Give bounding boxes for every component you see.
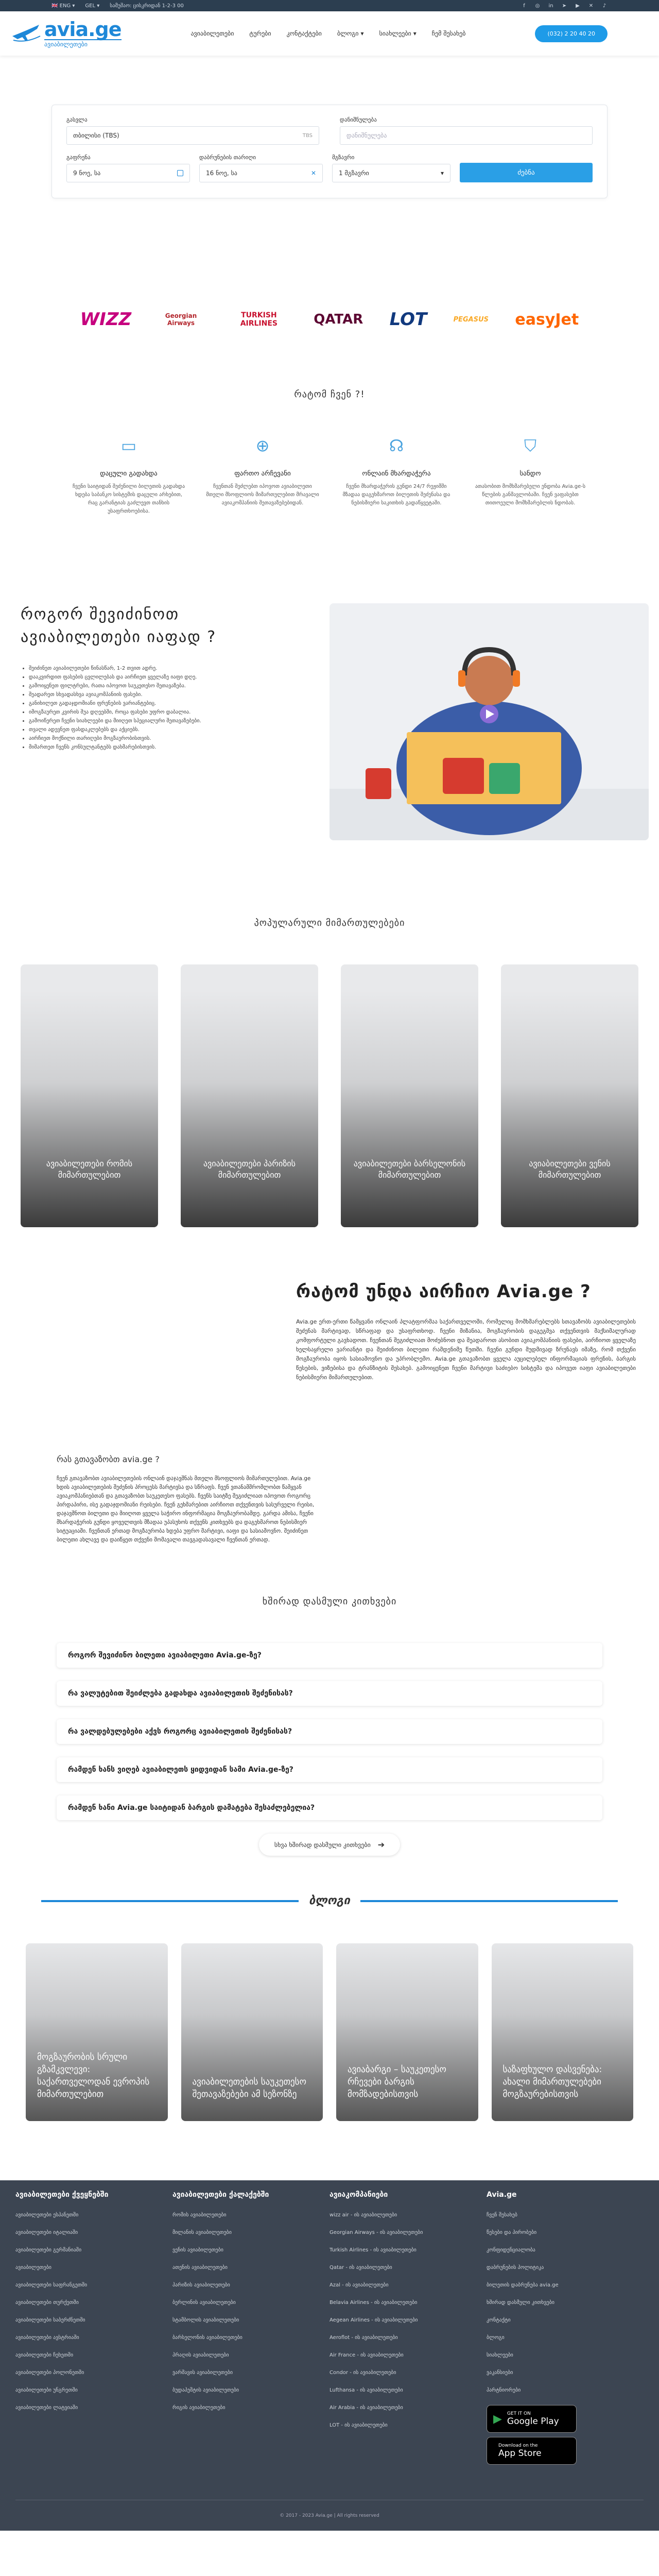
feature-secure-payment: ▭ დაცული გადახდა ჩვენი საიტიდან შეძენილი ბილეთის გადახდა ხდება საბანკო სისტემის დაცული არხებით, რაც გარანტიას გაძლევთ თანხის უსაფრთხოებისა. bbox=[72, 436, 185, 514]
footer-link[interactable]: კონტაქტი bbox=[487, 2317, 511, 2323]
what-we-offer-title: რას გთავაზობთ avia.ge ? bbox=[57, 1454, 160, 1464]
footer-link[interactable]: Aeroflot - ის ავიაბილეთები bbox=[330, 2335, 398, 2341]
footer-link[interactable]: ვარშავის ავიაბილეთები bbox=[172, 2370, 233, 2376]
airline-logo-wizz[interactable]: WIZZ bbox=[80, 309, 132, 330]
what-we-offer-section bbox=[57, 1454, 324, 1545]
faq-section bbox=[0, 1596, 659, 1856]
depart-label: გაფრენა bbox=[66, 154, 91, 161]
shield-icon: ⛉ bbox=[524, 436, 536, 455]
faq-item[interactable]: რამდენ ხანი Avia.ge საიტიდან ბარგის დამატება შესაძლებელია? bbox=[57, 1795, 602, 1820]
footer-link[interactable]: კონფიდენციალობა bbox=[487, 2247, 535, 2253]
app-store-button[interactable]: Download on the App Store bbox=[487, 2437, 577, 2465]
faq-item[interactable]: რა ვალდებულებები აქვს როგორც ავიაბილეთის შეძენისას? bbox=[57, 1719, 602, 1744]
nav-item-tickets[interactable]: ავიაბილეთები bbox=[190, 30, 234, 37]
chevron-down-icon: ▾ bbox=[413, 30, 417, 37]
youtube-icon[interactable]: ▶ bbox=[576, 3, 580, 9]
destination-card-barcelona[interactable]: ავიაბილეთები ბარსელონის მიმართულებით bbox=[341, 964, 478, 1227]
to-label: დანიშნულება bbox=[340, 116, 377, 123]
instagram-icon[interactable]: ◎ bbox=[535, 3, 540, 9]
footer bbox=[0, 2180, 659, 2531]
footer-link[interactable]: ავიაბილეთები საბერძნეთში bbox=[15, 2317, 85, 2323]
footer-link[interactable]: ხშირად დასმული კითხვები bbox=[487, 2300, 554, 2306]
nav-item-about[interactable]: ჩემ შესახებ bbox=[431, 30, 466, 37]
footer-link[interactable]: პარტნიორები bbox=[487, 2387, 521, 2393]
footer-link[interactable]: Qatar - ის ავიაბილეთები bbox=[330, 2265, 392, 2270]
footer-link[interactable]: Lufthansa - ის ავიაბილეთები bbox=[330, 2387, 403, 2393]
destination-card-rome[interactable]: ავიაბილეთები რომის მიმართულებით bbox=[21, 964, 158, 1227]
why-choose-section bbox=[296, 1281, 636, 1382]
footer-link[interactable]: ავიაბილეთები ესპანეთში bbox=[15, 2212, 79, 2218]
more-faq-button[interactable]: სხვა ხშირად დასმული კითხვები ➔ bbox=[259, 1834, 400, 1856]
wallet-icon: ▭ bbox=[120, 436, 137, 455]
blog-card[interactable]: საზაფხულო დასვენება: ახალი მიმართულებები მოგზაურებისთვის bbox=[492, 1943, 634, 2121]
header bbox=[0, 11, 659, 56]
logo[interactable] bbox=[10, 20, 122, 48]
airline-logo-lot[interactable]: LOT bbox=[389, 309, 427, 330]
calendar-icon bbox=[177, 170, 183, 176]
footer-link[interactable]: პრაღის ავიაბილეთები bbox=[172, 2352, 229, 2358]
blog-card[interactable]: მოგზაურობის სრული გზამკვლევი: საქართველოდან ევროპის მიმართულებით bbox=[26, 1943, 168, 2121]
footer-col-cities: ავიაბილეთები ქალაქებში რომის ავიაბილეთები მილანის ავიაბილეთები ვენის ავიაბილეთები ათენის ავიაბილეთები პარიზის ავიაბილეთები ბერლინის ავიაბილეთები სტამბოლის ავიაბილეთები ბარსელონის ავიაბილეთები პრაღის ავიაბილეთები ვარშავის ავიაბილეთები ბუდაპეშტის ავიაბილეთები რიგის ავიაბილეთები bbox=[172, 2191, 330, 2469]
popular-destinations-section bbox=[0, 918, 659, 1227]
footer-link[interactable]: Aegean Airlines - ის ავიაბილეთები bbox=[330, 2317, 418, 2323]
footer-link[interactable]: ავიაბილეთები იტალიაში bbox=[15, 2230, 78, 2235]
from-code: TBS bbox=[302, 132, 313, 139]
footer-link[interactable]: Turkish Airlines - ის ავიაბილეთები bbox=[330, 2247, 417, 2253]
footer-col-airlines: ავიაკომპანიები wizz air - ის ავიაბილეთები Georgian Airways - ის ავიაბილეთები Turkish Airlines - ის ავიაბილეთები Qatar - ის ავიაბილეთები Azal - ის ავიაბილეთები Belavia Airlines - ის ავიაბილეთები Aegean Airlines - ის ავიაბილეთები Aeroflot - ის ავიაბილეთები Air France - ის ავიაბილეთები Condor - ის ავიაბილეთები Lufthansa - ის ავიაბილეთები Air Arabia - ის ავიაბილეთები LOT - ის ავიაბილეთები bbox=[330, 2191, 487, 2469]
how-to-buy-title: როგორ შევიძინოთ ავიაბილეთები იაფად ? bbox=[21, 605, 217, 646]
footer-link[interactable]: რომის ავიაბილეთები bbox=[172, 2212, 227, 2218]
footer-link[interactable]: მილანის ავიაბილეთები bbox=[172, 2230, 232, 2235]
currency-selector[interactable]: GEL ▾ bbox=[85, 3, 100, 9]
footer-col-countries: ავიაბილეთები ქვეყნებში ავიაბილეთები ესპანეთში ავიაბილეთები იტალიაში ავიაბილეთები გერმანიაში ავიაბილეთები ავიაბილეთები საფრანგეთში ავიაბილეთები თურქეთში ავიაბილეთები საბერძნეთში ავიაბილეთები ავსტრიაში ავიაბილეთები ჩეხეთში ავიაბილეთები პოლონეთში ავიაბილეთები უნგრეთში ავიაბილეთები ლატვიაში bbox=[15, 2191, 172, 2469]
from-label: გასვლა bbox=[66, 116, 88, 123]
nav-item-tours[interactable]: ტურები bbox=[249, 30, 271, 37]
footer-link[interactable]: Azal - ის ავიაბილეთები bbox=[330, 2282, 389, 2288]
chevron-down-icon: ▾ bbox=[440, 170, 444, 177]
footer-link[interactable]: Air France - ის ავიაბილეთები bbox=[330, 2352, 404, 2358]
working-hours: სამუშაო: ცისკრიდან 1-2-3 00 bbox=[110, 3, 184, 9]
google-play-button[interactable]: ▶ GET IT ON Google Play bbox=[487, 2405, 577, 2433]
language-selector[interactable]: 🇬🇧 ENG ▾ bbox=[51, 3, 75, 9]
footer-link[interactable]: Belavia Airlines - ის ავიაბილეთები bbox=[330, 2300, 418, 2306]
passengers-select[interactable]: 1 მგზავრი ▾ bbox=[332, 164, 450, 182]
footer-link[interactable]: ავიაბილეთები bbox=[15, 2265, 51, 2270]
depart-date-input[interactable]: 9 ნოე, სა bbox=[66, 164, 190, 182]
faq-item[interactable]: რამდენ ხანს ვიღებ ავიაბილეთს ყიდვიდან სამი Avia.ge-ზე? bbox=[57, 1757, 602, 1782]
nav-item-contacts[interactable]: კონტაქტები bbox=[286, 30, 322, 37]
footer-link[interactable]: სტამბოლის ავიაბილეთები bbox=[172, 2317, 239, 2323]
footer-link[interactable]: LOT - ის ავიაბილეთები bbox=[330, 2422, 388, 2428]
nav-item-blog[interactable]: ბლოგი ▾ bbox=[337, 30, 364, 37]
footer-link[interactable]: ბლოგი bbox=[487, 2335, 505, 2341]
return-date-input[interactable]: 16 ნოე, სა ✕ bbox=[199, 164, 323, 182]
footer-link[interactable]: რიგის ავიაბილეთები bbox=[172, 2405, 226, 2411]
flight-search-form bbox=[51, 105, 608, 198]
footer-link[interactable]: Condor - ის ავიაბილეთები bbox=[330, 2370, 396, 2376]
nav-item-news[interactable]: სიახლეები ▾ bbox=[379, 30, 417, 37]
tips-list: • შეიძინეთ ავიაბილეთები წინასწარ, 1-2 თვით ადრე. • დააკვირდით ფასების ცვლილებას და აირჩიეთ ყველაზე იაფი დღე. • გამოიყენეთ ფილტრები, რათა იპოვოთ საუკეთესო შეთავაზება. • შეადარეთ სხვადასხვა ავიაკომპანიის ფასები. • განიხილეთ გადაჯდომიანი ფრენების ვარიანტებიც. • იმოგზაურეთ კვირის შუა დღეებში, როცა ფასები უფრო დაბალია. • გამოიწერეთ ჩვენი სიახლეები და მიიღეთ სპეციალური შეთავაზებები. • თვალი ადევნეთ ფასდაკლებებს და აქციებს. • აირჩიეთ მოქნილი თარიღები მოგზაურობისთვის. • მიმართეთ ჩვენს კონსულტანტებს დახმარებისთვის. bbox=[21, 664, 299, 752]
footer-link[interactable]: ავიაბილეთები ავსტრიაში bbox=[15, 2335, 79, 2341]
destination-card-vienna[interactable]: ავიაბილეთები ვენის მიმართულებით bbox=[501, 964, 638, 1227]
logo-subtitle: ავიაბილეთები bbox=[44, 39, 122, 48]
footer-link[interactable]: ავიაბილეთები ლატვიაში bbox=[15, 2405, 78, 2411]
footer-link[interactable]: wizz air - ის ავიაბილეთები bbox=[330, 2212, 397, 2218]
airline-logos bbox=[51, 291, 608, 348]
clear-icon[interactable]: ✕ bbox=[310, 170, 316, 177]
footer-link[interactable]: ავიაბილეთები ჩეხეთში bbox=[15, 2352, 74, 2358]
google-play-icon: ▶ bbox=[493, 2412, 502, 2426]
from-input[interactable]: თბილისი (TBS) TBS bbox=[66, 126, 319, 145]
telegram-icon[interactable]: ➤ bbox=[562, 3, 567, 9]
globe-icon: ⊕ bbox=[255, 436, 270, 455]
blog-card[interactable]: ავიაბილეთების საუკეთესო შეთავაზებები ამ სეზონზე bbox=[181, 1943, 323, 2121]
footer-link[interactable]: ავიაბილეთები პოლონეთში bbox=[15, 2370, 84, 2376]
footer-link[interactable]: Air Arabia - ის ავიაბილეთები bbox=[330, 2405, 403, 2411]
main-nav bbox=[190, 30, 465, 37]
footer-link[interactable]: ავიაბილეთები საფრანგეთში bbox=[15, 2282, 88, 2288]
footer-link[interactable]: ბერლინის ავიაბილეთები bbox=[172, 2300, 236, 2306]
footer-link[interactable]: ჩვენ შესახებ bbox=[487, 2212, 517, 2218]
airline-logo-turkish[interactable]: TURKISH AIRLINES bbox=[240, 311, 278, 328]
to-input[interactable]: დანიშნულება bbox=[340, 126, 593, 145]
footer-col-avia: Avia.ge ჩვენ შესახებ წესები და პირობები კონფიდენციალობა დაბრუნების პოლიტიკა ბილეთის დაბრუნება avia.ge ხშირად დასმული კითხვები კონტაქტი ბლოგი სიახლეები ვაკანსიები პარტნიორები ▶ GET IT ON Google Play Download on the App Store bbox=[487, 2191, 644, 2469]
blog-card[interactable]: ავიაბარგი – საუკეთესო რჩევები ბარგის მომზადებისთვის bbox=[336, 1943, 478, 2121]
airline-logo-qatar[interactable]: QATAR bbox=[314, 312, 363, 327]
footer-link[interactable]: პარიზის ავიაბილეთები bbox=[172, 2282, 230, 2288]
passengers-label: მგზავრი bbox=[332, 154, 355, 161]
why-us-title: რატომ ჩვენ ?! bbox=[294, 389, 365, 400]
faq-item[interactable]: რა ვალუტებით შეიძლება გადახდა ავიაბილეთის შეძენისას? bbox=[57, 1681, 602, 1706]
footer-link[interactable]: ვენის ავიაბილეთები bbox=[172, 2247, 223, 2253]
airline-logo-georgian[interactable]: Georgian Airways bbox=[165, 312, 197, 327]
footer-link[interactable]: ათენის ავიაბილეთები bbox=[172, 2265, 228, 2270]
footer-link[interactable]: ვაკანსიები bbox=[487, 2370, 513, 2376]
linkedin-icon[interactable]: in bbox=[548, 3, 553, 9]
what-we-offer-text: ჩვენ გთავაზობთ ავიაბილეთების ონლაინ დაჯავშნას მთელი მსოფლიოს მიმართულებით. Avia.ge ხდის ავიაბილეთების შეძენის პროცესს მარტივსა და სწრაფს. ჩვენ ვთანამშრომლობთ წამყვან ავიაკომპანიებთან და გთავაზობთ საუკეთესო ფასებს. ჩვენს საიტზე შეგიძლიათ იპოვოთ როგორც პირდაპირი, ისე გადაჯდომიანი რეისები. ჩვენ გეხმარებით აირჩიოთ თქვენთვის სასურველი რეისი, დაჯავშნოთ ბილეთი და მიიღოთ ყველა საჭირო ინფორმაცია მოგზაურობამდე. გარდა ამისა, ჩვენი მხარდაჭერის გუნდი ყოველთვის მზადაა უპასუხოს თქვენს კითხვებს და დაგეხმაროთ ნებისმიერ სიტუაციაში. ჩვენთან ერთად მოგზაურობა ხდება უფრო მარტივი, იაფი და სასიამოვნო. შეიძინეთ ბილეთი ახლავე და დაიწყეთ თქვენი მომავალი თავგადასავალი ჩვენთან ერთად. bbox=[57, 1476, 315, 1543]
airline-logo-pegasus[interactable]: PEGASUS bbox=[453, 315, 489, 324]
airline-logo-easyjet[interactable]: easyJet bbox=[515, 310, 579, 329]
footer-link[interactable]: წესები და პირობები bbox=[487, 2230, 537, 2235]
tiktok-icon[interactable]: ♪ bbox=[602, 3, 606, 9]
footer-link[interactable]: ავიაბილეთები გერმანიაში bbox=[15, 2247, 82, 2253]
plane-logo-icon bbox=[10, 21, 41, 46]
footer-link[interactable]: Georgian Airways - ის ავიაბილეთები bbox=[330, 2230, 423, 2235]
why-choose-title: რატომ უნდა აირჩიო Avia.ge ? bbox=[296, 1281, 591, 1302]
how-to-buy-section bbox=[21, 603, 659, 840]
blog-section bbox=[0, 1894, 659, 2121]
footer-link[interactable]: დაბრუნების პოლიტიკა bbox=[487, 2265, 544, 2270]
footer-link[interactable]: ავიაბილეთები თურქეთში bbox=[15, 2300, 79, 2306]
footer-link[interactable]: სიახლეები bbox=[487, 2352, 513, 2358]
feature-trusted: ⛉ სანდო ათასობით მომხმარებელი ენდობა Avia.ge-ს წლების განმავლობაში. ჩვენ ვაფასებთ თითოეული მომხმარებლის ნდობას. bbox=[475, 436, 586, 506]
arrow-right-icon: ➔ bbox=[377, 1840, 385, 1850]
topbar bbox=[0, 0, 659, 11]
destination-card-paris[interactable]: ავიაბილეთები პარიზის მიმართულებით bbox=[181, 964, 318, 1227]
why-choose-text: Avia.ge ერთ-ერთი წამყვანი ონლაინ პლატფორმაა საქართველოში, რომელიც მომხმარებლებს სთავაზობს ავიაბილეთების შეძენას მარტივად, სწრაფად და უსაფრთხოდ. ჩვენი მიზანია, მოგზაურობის დაგეგმვა თქვენთვის მაქსიმალურად კომფორტული გავხადოთ. ჩვენთან შეგიძლიათ მოძებნოთ და შეადაროთ ასობით ავიაკომპანიის ფასები, აირჩიოთ ყველაზე ხელსაყრელი ვარიანტი და შეიძინოთ ბილეთი რამდენიმე წუთში. ჩვენი გუნდი მუდმივად ზრუნავს იმაზე, რომ თქვენი მოგზაურობა იყოს სასიამოვნო და უპრობლემო. Avia.ge გთავაზობთ ყველა აუცილებელ ინფორმაციას ფრენის, ბარგის წესების, ვიზებისა და ტრანზიტის შესახებ. გამოიყენეთ ჩვენი მარტივი საძიებო სისტემა და იპოვეთ იაფი ავიაბილეთები ნებისმიერი მიმართულებით. bbox=[296, 1318, 636, 1381]
search-button[interactable]: ძებნა bbox=[460, 163, 593, 182]
chevron-down-icon: ▾ bbox=[360, 30, 364, 37]
return-label: დაბრუნების თარიღი bbox=[199, 154, 256, 161]
footer-link[interactable]: ბუდაპეშტის ავიაბილეთები bbox=[172, 2387, 239, 2393]
faq-item[interactable]: როგორ შევიძინო ბილეთი ავიაბილეთი Avia.ge-ზე? bbox=[57, 1643, 602, 1668]
feature-online-support: ☊ ონლაინ მხარდაჭერა ჩვენი მხარდაჭერის გუნდი 24/7 რეჟიმში მზადაა დაგეხმაროთ ბილეთის შეძენასა და ნებისმიერი საკითხის გადაწყვეტაში. bbox=[342, 436, 450, 506]
copyright: © 2017 - 2023 Avia.ge | All rights reserved bbox=[15, 2500, 644, 2531]
footer-link[interactable]: ბილეთის დაბრუნება avia.ge bbox=[487, 2282, 559, 2288]
headset-icon: ☊ bbox=[389, 436, 404, 455]
logo-text: avia.ge bbox=[44, 18, 122, 41]
x-icon[interactable]: ✕ bbox=[588, 3, 594, 9]
facebook-icon[interactable]: f bbox=[523, 3, 525, 9]
feature-wide-choice: ⊕ ფართო არჩევანი ჩვენთან შეძლებთ იპოვოთ ავიაბილეთი მთელი მსოფლიოს მიმართულებით მრავალი ავიაკომპანიის შეთავაზებებიდან. bbox=[206, 436, 319, 506]
faq-title: ხშირად დასმული კითხვები bbox=[262, 1596, 397, 1607]
popular-title: პოპულარული მიმართულებები bbox=[254, 918, 405, 928]
why-us-section bbox=[0, 389, 659, 516]
blog-title: ბლოგი bbox=[308, 1894, 351, 1907]
video-illustration[interactable] bbox=[330, 603, 649, 840]
footer-link[interactable]: ბარსელონის ავიაბილეთები bbox=[172, 2335, 242, 2341]
footer-link[interactable]: ავიაბილეთები უნგრეთში bbox=[15, 2387, 78, 2393]
phone-button[interactable]: (032) 2 20 40 20 bbox=[535, 25, 608, 42]
